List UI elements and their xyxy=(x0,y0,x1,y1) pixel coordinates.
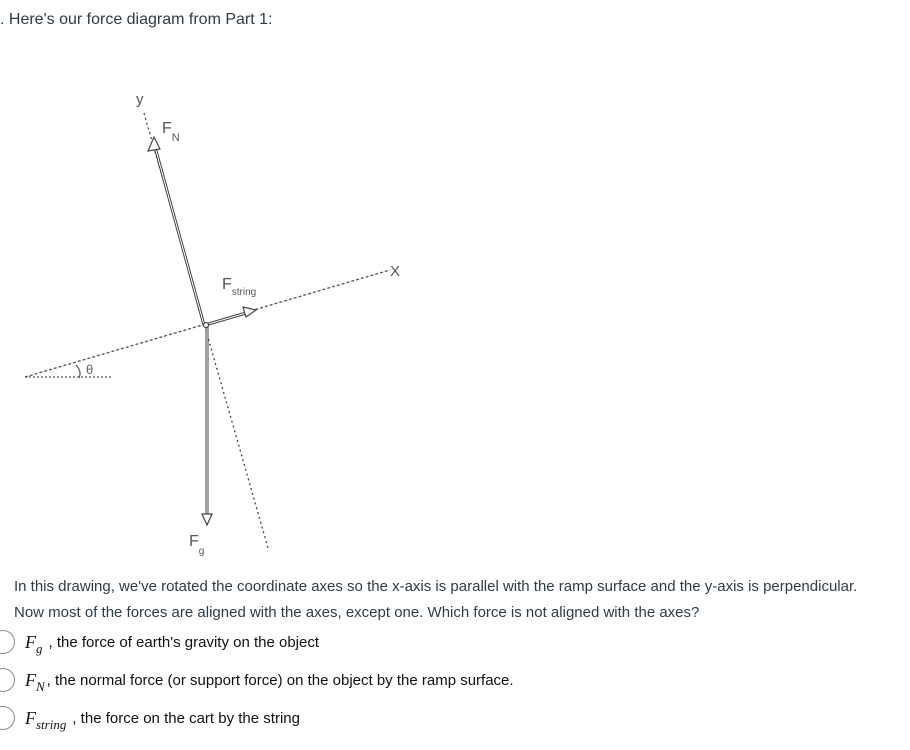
question-line-2: Now most of the forces are aligned with the axes, except one. Which force is not aligned with the axes? xyxy=(14,604,700,621)
theta-arc xyxy=(76,365,80,378)
choice-label: , the force on the cart by the string xyxy=(72,709,300,727)
radio-button[interactable] xyxy=(0,706,15,730)
object-point xyxy=(204,323,209,328)
normal-force-label: $F_N$ xyxy=(162,120,180,144)
choice-label: , the force of earth's gravity on the object xyxy=(48,633,320,651)
normal-force-arrow xyxy=(148,137,204,325)
x-axis-label: X xyxy=(390,263,401,280)
choice-symbol: $F_N$ xyxy=(25,669,45,694)
choice-fg[interactable] xyxy=(0,629,319,655)
choice-symbol: $F_g$ xyxy=(25,631,43,656)
gravity-force-label: $F_g$ xyxy=(189,533,205,557)
y-axis-label: y xyxy=(136,91,144,108)
radio-button[interactable] xyxy=(0,668,15,692)
choice-fn[interactable] xyxy=(0,667,514,693)
string-force-arrow xyxy=(205,307,256,325)
question-text xyxy=(14,574,904,626)
radio-button[interactable] xyxy=(0,630,15,654)
choice-label: , the normal force (or support force) on the object by the ramp surface. xyxy=(46,671,514,689)
force-diagram xyxy=(0,80,910,570)
intro-text: . Here's our force diagram from Part 1: xyxy=(0,11,273,28)
gravity-force-arrow xyxy=(202,326,212,525)
string-force-label: $F_{string}$ xyxy=(222,276,257,298)
question-line-1: In this drawing, we've rotated the coordinate axes so the x-axis is parallel with the ramp surface and the y-axis is perpendicular. xyxy=(14,578,858,595)
theta-label: θ xyxy=(86,362,94,377)
choice-symbol: $F_{string}$ xyxy=(25,707,67,732)
choice-fstring[interactable] xyxy=(0,705,300,731)
